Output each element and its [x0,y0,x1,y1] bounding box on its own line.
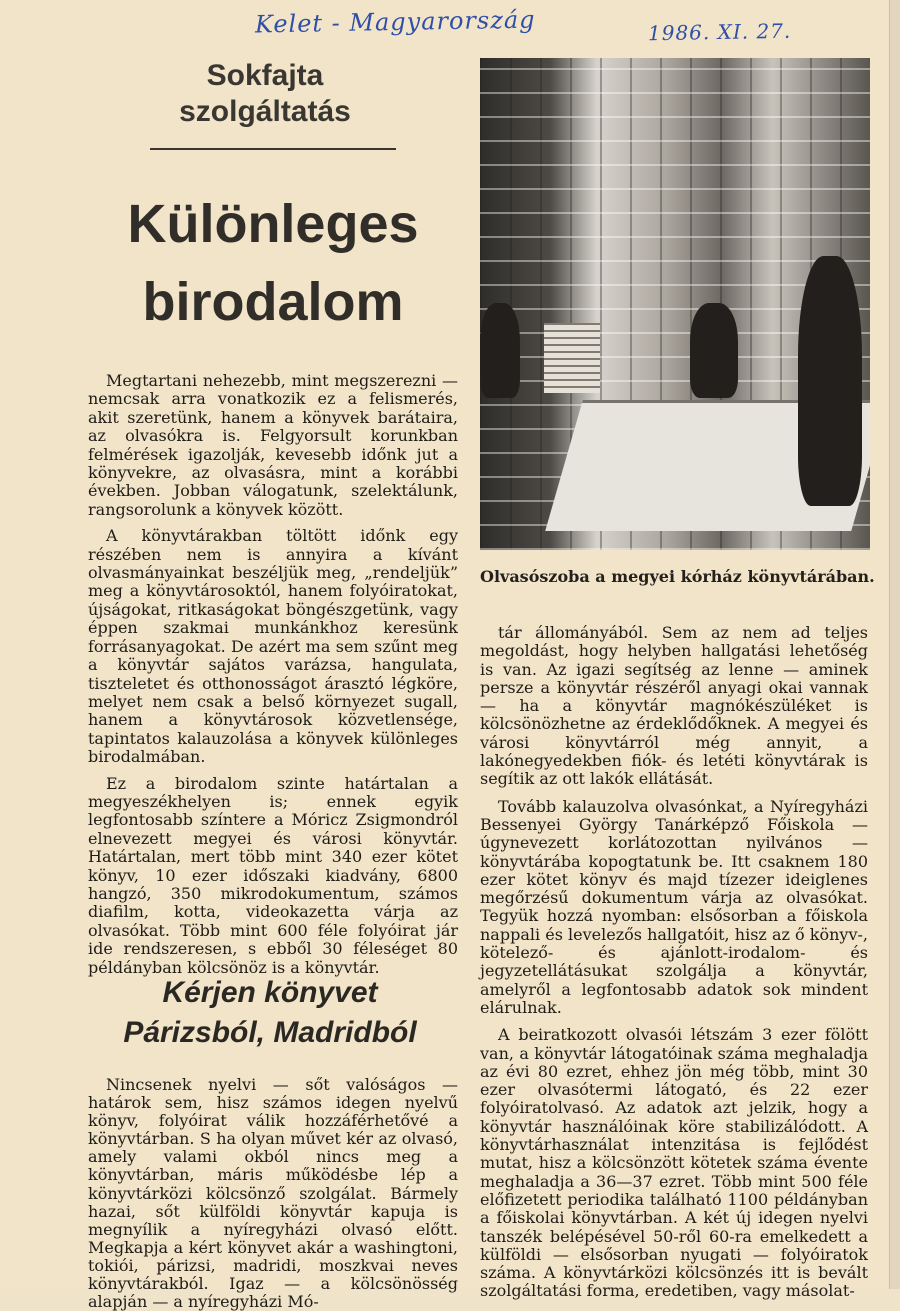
paragraph: Tovább kalauzolva olvasónkat, a Nyíregyházi Bessenyei György Tanárképző Főiskola — úgynevezett korlátozottan nyilvános — könyvtárába kopogtatunk be. Itt csaknem 180 ezer kötet könyv és majd tízezer ideiglenes megőrzésű dokumentum várja az olvasókat. Tegyük hozzá nyomban: elsősorban a főiskola nappali és levelezős hallgatóit, hisz az ő könyv-, kötelező- és ajánlott-irodalom- és jegyzetellátásukat szolgálja a könyvtár, amelyről a legfontosabb adatok sok mindent elárulnak. [480,796,868,1017]
article-title [78,185,468,341]
kicker-heading [120,58,410,130]
handwritten-date-note: 1986. XI. 27. [647,18,792,46]
page-edge [889,0,900,1289]
paragraph: Nincsenek nyelvi — sőt valóságos — határok sem, hisz számos idegen nyelvű könyv, folyóirat válik hozzáférhetővé a könyvtárban. S ha olyan művet kér az olvasó, amely valami okból nincs meg a könyvtárban, máris működésbe lép a könyvtárközi kölcsönző szolgálat. Bármely hazai, sőt külföldi könyvtár kapuja is megnyílik a nyíregyházi olvasó előtt. Megkapja a kért könyvet akár a washingtoni, tokiói, párizsi, madridi, moszkvai neves könyvtárakból. Igaz — a kölcsönösség alapján — a nyíregyházi Mó- [88,1075,458,1311]
right-column [480,624,868,1301]
subheading-line-1: Kérjen könyvet [162,976,378,1009]
paragraph: Megtartani nehezebb, mint megszerezni — nemcsak arra vonatkozik ez a felismerés, akit szeretünk, hanem a könyvek barátaira, az olvasókra is. Felgyorsult korunkban felmérések igazolják, kevesebb időnk jut a könyvekre, az olvasásra, mint a korábbi években. Jobban válogatunk, szelektálunk, rangsorolunk a könyvek között. [88,371,458,519]
reader-figure-right [798,256,862,506]
subheading [95,973,445,1053]
left-column-bottom [88,1076,458,1311]
handwritten-source-note: Kelet - Magyarország [254,5,536,39]
photo-caption: Olvasószoba a megyei kórház könyvtárában. [480,567,875,586]
paragraph: A könyvtárakban töltött időnk egy részében nem is annyira a kívánt olvasmányainkat beszéljük meg, „rendeljük” meg a könyvtárosoktól, hanem folyóiratokat, újságokat, ritkaságokat böngészgetünk, vagy éppen szakmai munkánkhoz keresünk forrásanyagokat. De azért ma sem szűnt meg a könyvtár sajátos varázsa, hangulata, tiszteletet és otthonosságot árasztó légköre, melyet nem csak a belső környezet sugall, hanem a könyvtárosok közvetlensége, tapintatos kalauzolása a könyvek különleges birodalmában. [88,526,458,767]
left-column-top [88,372,458,977]
kicker-line-1: Sokfajta [206,59,324,92]
heading-rule [150,148,396,150]
reading-room-photo [480,58,870,550]
title-line-1: Különleges [127,194,419,254]
book-stack [544,323,600,393]
paragraph: Ez a birodalom szinte határtalan a megyeszékhelyen is; ennek egyik legfontosabb színtere a Móricz Zsigmondról elnevezett megyei és városi könyvtár. Határtalan, mert több mint 340 ezer kötet könyv, 10 ezer időszaki kiadvány, 6800 hangzó, 350 mikrodokumentum, számos diafilm, kotta, videokazetta várja az olvasókat. Több mint 600 féle folyóirat jár ide rendszeresen, s ebből 30 féleséget 80 példányban kölcsönöz is a könyvtár. [88,773,458,977]
paragraph: tár állományából. Sem az nem ad teljes megoldást, hogy helyben hallgatási lehetőség is van. Az igazi segítség az lenne — aminek persze a könyvtár részéről anyagi okai vannak — ha a könyvtár magnókészüléket is kölcsönözhetne az érdeklődőknek. A megyei és városi könyvtárról még annyit, a lakónegyedekben fiók- és letéti könyvtárak is segítik az ott lakók ellátását. [480,623,868,789]
kicker-line-2: szolgáltatás [179,95,351,128]
title-line-2: birodalom [142,272,404,332]
subheading-line-2: Párizsból, Madridból [123,1016,417,1049]
paragraph: A beiratkozott olvasói létszám 3 ezer fölött van, a könyvtár látogatóinak száma meghaladja az évi 80 ezret, ehhez jön még több, mint 30 ezer olvasótermi látogató, és 22 ezer folyóiratolvasó. Az adatok azt jelzik, hogy a könyvtár használóinak köre stabilizálódott. A könyvtárhasználat intenzitása is fejlődést mutat, hisz a kölcsönzött kötetek száma évente meghaladja a 36—37 ezret. Több mint 500 féle előfizetett periodika található 1100 példányban a főiskolai könyvtárban. A két új idegen nyelvi tanszék belépésével 50-ről 60-ra emelkedett a külföldi — elsősorban nyugati — folyóiratok száma. A könyvtárközi kölcsönzés itt is bevált szolgáltatási forma, eredetiben, vagy másolat- [480,1025,868,1301]
reader-figure-center [690,303,738,398]
reader-figure-left [480,303,520,398]
